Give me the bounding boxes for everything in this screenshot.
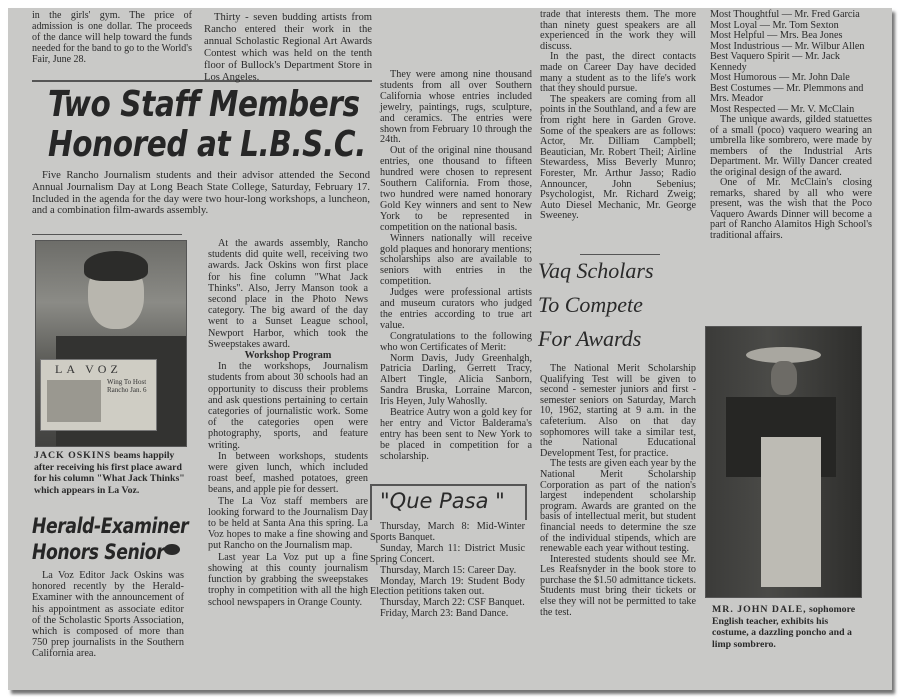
staff-body	[208, 238, 368, 608]
caption-rest: sophomore English teacher, exhibits his costume, a dazzling poncho and a limp sombrero.	[712, 604, 856, 650]
awards-p2: One of Mr. McClain's closing remarks, shared by all who were present, was the wish that the Poco Vaquero Awards Dinner will become a part of Rancho Alamitos High School's traditional affairs.	[710, 177, 872, 241]
vaq-headline-line1: Vaq Scholars	[538, 258, 654, 283]
art-p2: Out of the original nine thousand entries, one thousand to fifteen hundred were chosen to represent Southern California. From those, two hundred were named honorary Gold Key winners and sent to New York to be represented in competition on the national basis.	[380, 145, 532, 233]
vaq-p3: Interested students should see Mr. Les Reafsnyder in the book store to purchase the $1.50 admittance tickets. Students must bring their tickets or else they will not be permitted to take the test.	[540, 553, 696, 618]
art-p1: They were among nine thousand students from all over Southern California whose entries included jewelry, paintings, rugs, sculpture, and ceramics. The entries were shown from February 10 through the 24th.	[380, 69, 532, 146]
vaq-p1: The National Merit Scholarship Qualifying Test will be given to second - semester juniors and first - semester seniors on Saturday, March 10, 1962, starting at 9 a.m. in the cafeterium. Also on that day sophomores will take a similar test, the National Educational Development Test, for practice.	[540, 363, 696, 459]
ink-blot-icon	[164, 544, 180, 555]
staff-lead-text: Five Rancho Journalism students and their advisor attended the Second Annual Journalism Day at Long Beach State College, Saturday, February 17. Included in the agenda for the day were two hour-long workshops, a luncheon, and a combination film-awards assembly.	[32, 170, 370, 217]
award-item: Most Industrious — Mr. Wilbur Allen	[710, 40, 865, 52]
vaq-p2: The tests are given each year by the National Merit Scholarship Corporation as part of the nation's largest independent scholarship program. Awards are granted on the basis of intellectual merit, but student financial needs to determine the sze of the individual stipends, which are renewable each year without testing.	[540, 458, 696, 555]
person-hair	[84, 251, 148, 281]
career-p2: In the past, the direct contacts made on Career Day have decided many a student as to the life's work that they should pursue.	[540, 51, 696, 95]
career-p3: The speakers are coming from all points in the Southland, and a few are from right here in Garden Grove. Some of the speakers are as follows: Actor, Mr. Dilliam Campbell; Beautician, Mr. Robert Theil; Airline Stewardess, Miss Beverly Munro; Forester, Mr. Arthur Jasso; Radio Announcer, John Sebenius; Psychologist, Mr. Richard Zweig; Auto Diesel Mechanic, Mr. George Sweeney.	[540, 93, 696, 222]
art-p5: Congratulations to the following who won Certificates of Merit:	[380, 330, 532, 353]
award-item: Best Costumes — Mr. Plemmons and Mrs. Meador	[710, 82, 864, 104]
award-item: Most Humorous — Mr. John Dale	[710, 72, 850, 83]
event-item: Thursday, March 15: Career Day.	[380, 564, 517, 576]
newspaper-illustration	[47, 380, 101, 422]
herald-body	[32, 570, 184, 660]
workshop-subhead: Workshop Program	[244, 350, 332, 362]
vaq-body	[540, 364, 696, 618]
oskins-caption	[34, 450, 188, 496]
staff-p5: Last year La Voz put up a fine showing at this county journalism function by grabbing the sweepstakes trophy in competition with all the high school newspapers in Orange County.	[208, 551, 368, 608]
newspaper-headline: Wing To Host Rancho Jan. 6	[107, 378, 147, 394]
event-item: Thursday, March 22: CSF Banquet.	[380, 597, 525, 609]
award-item: Most Thoughtful — Mr. Fred Garcia	[710, 9, 860, 20]
award-item: Most Respected — Mr. V. McClain	[710, 103, 855, 115]
awards-list	[710, 10, 872, 241]
divider	[32, 234, 182, 235]
art-intro-text: Thirty - seven budding artists from Rancho entered their work in the annual Scholastic Regional Art Awards Contest which was held on the tenth floor of Bullock's Department Store in Los Angeles.	[204, 12, 372, 83]
que-pasa-list	[370, 522, 525, 620]
event-item: Friday, March 23: Band Dance.	[380, 608, 509, 620]
vaq-headline-line2: To Compete	[538, 292, 643, 317]
caption-lead: MR. JOHN DALE,	[712, 604, 807, 615]
herald-headline-line1: Herald-Examiner	[32, 514, 189, 538]
divider	[580, 254, 660, 255]
herald-headline-line2: Honors Senior	[32, 540, 165, 564]
jack-oskins-photo	[35, 240, 187, 447]
award-item: Best Vaquero Spirit — Mr. Jack Kennedy	[710, 51, 840, 73]
career-day-fragment	[540, 10, 696, 222]
staff-p2: In the workshops, Journalism students from about 30 schools had an opportunity to discuss their problems and ask questions pertaining to certain categories of journalistic work. Some of the categories open were photography, sports, and feature writing.	[208, 361, 368, 451]
dale-caption	[712, 604, 862, 650]
staff-lead	[32, 170, 370, 217]
event-item: Thursday, March 8: Mid-Winter Sports Banquet.	[370, 521, 525, 543]
staff-p4: The La Voz staff members are looking forward to the Journalism Day to be held at Santa Ana this spring. La Voz hopes to make a fine showing and put Rancho on the Journalism map.	[208, 495, 368, 552]
held-newspaper	[40, 359, 157, 431]
art-p3: Winners nationally will receive gold plaques and honorary mentions; scholarships also are available to seniors with entries in the competition.	[380, 232, 532, 288]
staff-p1: At the awards assembly, Rancho students did quite well, receiving two awards. Jack Oskins won first place for his fine column "What Jack Thinks". Also, Jerry Manson took a second place in the Photo News category. The big award of the day went to a Sunset League school, Newport Harbor, which took the Sweepstakes award.	[208, 238, 368, 350]
staff-headline-line1: Two Staff Members	[48, 84, 360, 125]
dance-article-fragment	[32, 10, 192, 65]
staff-p3: In between workshops, students were given lunch, which included roast beef, mashed potatoes, green beans, and apple pie for dessert.	[208, 450, 368, 496]
award-item: Most Helpful — Mrs. Bea Jones	[710, 30, 843, 41]
dance-text: in the girls' gym. The price of admission is one dollar. The proceeds of the dance will help toward the funds needed for the band to go to the World's Fair, June 28.	[32, 10, 192, 65]
white-trousers	[761, 437, 821, 587]
art-p4: Judges were professional artists and museum curators who judged the entries according to true art value.	[380, 287, 532, 331]
art-p6: Norm Davis, Judy Greenhalgh, Patricia Darling, Gerrett Tracy, Albert Tingle, Alicia Sanborn, Sandra Bruska, Lorraine Marcon, Iris Heyen, July Wahoslly.	[380, 352, 532, 408]
herald-body-text: La Voz Editor Jack Oskins was honored recently by the Herald-Examiner with the announcement of his appointment as associate editor of the Scholastic Sports Association, which is composed of more than 750 prep journalists in the Southern California area.	[32, 570, 184, 660]
que-pasa-title: "Que Pasa "	[380, 489, 505, 513]
staff-headline-line2: Honored at L.B.S.C.	[48, 124, 366, 165]
award-item: Most Loyal — Mr. Tom Sexton	[710, 19, 839, 31]
art-body	[380, 70, 532, 463]
person-face	[771, 361, 797, 395]
awards-p1: The unique awards, gilded statuettes of a small (poco) vaquero wearing an umbrella like sombrero, were made by members of the Industrial Arts Department. Mr. Willy Dancer created the original design of the award.	[710, 114, 872, 178]
newspaper-masthead: LA VOZ	[55, 362, 122, 376]
vaq-headline-line3: For Awards	[538, 326, 642, 351]
event-item: Sunday, March 11: District Music Spring Concert.	[370, 542, 525, 565]
caption-lead: JACK OSKINS	[34, 450, 112, 461]
john-dale-photo	[705, 326, 862, 598]
newspaper-page	[8, 8, 892, 690]
art-p7: Beatrice Autry won a gold key for her entry and Victor Balderama's entry has been sent to New York to be placed in competition for a scholarship.	[380, 407, 532, 462]
event-item: Monday, March 19: Student Body Election petitions taken out.	[370, 575, 525, 598]
career-p1: trade that interests them. The more than ninety guest speakers are all experienced in the work they will discuss.	[540, 9, 696, 52]
art-intro	[204, 12, 372, 84]
caption-rest: beams happily after receiving his first place award for his column "What Jack Thinks" which appears in La Voz.	[34, 450, 185, 496]
